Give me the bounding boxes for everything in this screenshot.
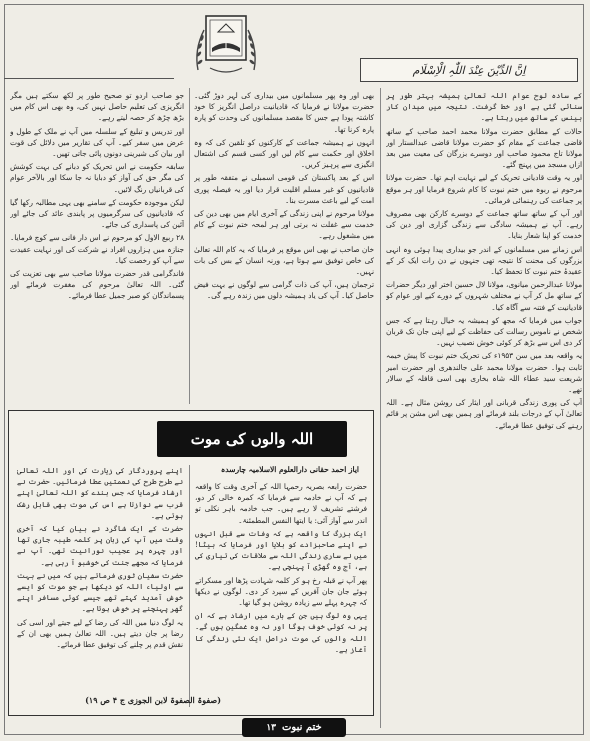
paragraph: اور یہ وقت قادیانی تحریک کے لیے نہایت اہم تھا۔ حضرت مولانا مرحوم نے ربوہ میں ختم نبوت کا کام شروع فرمایا اور ہر موقع پر جماعت کی رہنمائی فرمائی۔ [386, 173, 582, 205]
article-column-right [195, 481, 367, 709]
paragraph: مولانا عبدالرحمن میانوی، مولانا لال حسین اختر اور دیگر حضرات کے ساتھ مل کر آپ نے مختلف شہروں کے دورے کیے اور عوام کو قادیانیت کے فتنہ سے آگاہ کیا۔ [386, 280, 582, 312]
paragraph: آپ کی پوری زندگی قربانی اور ایثار کی روشن مثال ہے۔ اللہ تعالیٰ آپ کے درجات بلند فرمائے اور ہمیں بھی اس مشن پر قائم رہنے کی توفیق عطا فرمائے۔ [386, 398, 582, 430]
section-title: اِنَّ الدِّیْنَ عِنْدَ اللّٰہِ الْاِسْلَام [360, 58, 578, 82]
footer-logo [242, 718, 346, 737]
paragraph: اور آپ کے ساتھ ساتھ جماعت کے دوسرے کارکن بھی مصروف رہے۔ آپ نے ہمیشہ سادگی سے زندگی گزاری اور دین کی خدمت کو اپنا شعار بنایا۔ [386, 209, 582, 241]
paragraph: بھی اور وہ پھر مسلمانوں میں بیداری کی لہر دوڑ گئی۔ حضرت مولانا نے فرمایا کہ قادیانیت دراصل انگریز کا خود کاشتہ پودا ہے جس کا مقصد مسلمانوں کی وحدت کو پارہ پارہ کرنا تھا۔ [194, 91, 374, 134]
header-rule [4, 78, 174, 79]
column-left [10, 90, 184, 402]
paragraph: یہی وہ لوگ ہیں جن کے بارے میں ارشاد ہے کہ ان پر نہ کوئی خوف ہوگا اور نہ وہ غمگین ہوں گے۔ اللہ والوں کی موت دراصل ایک نئی زندگی کا آغاز ہے۔ [195, 611, 367, 654]
article-title: اللہ والوں کی موت [157, 421, 347, 457]
column-divider [189, 88, 190, 404]
paragraph: اس زمانے میں مسلمانوں کے اندر جو بیداری پیدا ہوئی وہ انہی بزرگوں کی محنت کا نتیجہ تھی جنہوں نے دن رات ایک کر کے عقیدۂ ختم نبوت کا تحفظ کیا۔ [386, 244, 582, 277]
paragraph: پھر آپ نے قبلہ رخ ہو کر کلمہ شہادت پڑھا اور مسکراتے ہوئے جان جان آفریں کے سپرد کر دی۔ لوگوں نے دیکھا کہ چہرہ پہلے سے زیادہ روشن ہو گیا تھا۔ [195, 575, 367, 608]
paragraph: اس کے بعد پاکستان کی قومی اسمبلی نے متفقہ طور پر قادیانیوں کو غیر مسلم اقلیت قرار دیا اور یہ فیصلہ پوری امت کے لیے باعث مسرت بنا۔ [194, 173, 374, 205]
page-number: ۱۳ [266, 722, 276, 733]
article-citation: (صفوۃ الصفوۃ لابن الجوزی ج ۴ ص ۱۹) [85, 695, 221, 705]
column-right [386, 90, 582, 730]
paragraph: اپنے پروردگار کی زیارت کی اور اللہ تعالیٰ نے طرح طرح کی نعمتیں عطا فرمائیں۔ حضرت نے ارشاد فرمایا کہ جس بندے کو اللہ تعالیٰ اپنے قرب سے نوازتا ہے اس کی موت بھی قابل رشک ہوتی ہے۔ [17, 466, 183, 520]
article-column-left [17, 465, 183, 691]
paragraph: کے سادہ لوح عوام اللہ تعالیٰ ہمیشہ بہتر طور پر سنائی گئی ہے اور خط گرفت۔ نتیجہ میں میدان کار بینس کے ساتھ میں رہتا ہے۔ [386, 91, 582, 123]
paragraph: فاندگرامی قدر حضرت مولانا صاحب سے بھی تعزیت کی گئی۔ اللہ تعالیٰ مرحوم کی مغفرت فرمائے اور پسماندگان کو صبر جمیل عطا فرمائے۔ [10, 269, 184, 301]
paragraph: انہوں نے ہمیشہ جماعت کے کارکنوں کو تلقین کی کہ وہ اخلاق اور حکمت سے کام لیں اور کسی قسم کی اشتعال انگیزی سے پرہیز کریں۔ [194, 137, 374, 170]
paragraph: ترجمان ہیں، آپ کی ذات گرامی سے لوگوں نے بہت فیض حاصل کیا۔ آپ کی یاد ہمیشہ دلوں میں زندہ رہے گی۔ [194, 280, 374, 301]
article-byline: ایاز احمد حقانی دارالعلوم الاسلامیہ چارسدہ [220, 465, 359, 474]
column-middle [194, 90, 374, 402]
article-box [8, 410, 374, 716]
paragraph: جو صاحب اردو تو صحیح طور پر لکھ سکتے ہیں مگر انگریزی کی تعلیم حاصل نہیں کی، وہ بھی اس کام میں بڑھ چڑھ کر حصہ لیتے رہے۔ [10, 91, 184, 123]
paragraph: سابقہ حکومت نے اس تحریک کو دبانے کی بہت کوشش کی مگر حق کی آواز کو دبایا نہ جا سکا اور بالآخر عوام کی قربانیاں رنگ لائیں۔ [10, 162, 184, 194]
column-divider [189, 465, 190, 707]
paragraph: حضرت کے ایک شاگرد نے بیان کیا کہ آخری وقت میں آپ کی زبان پر کلمہ طیبہ جاری تھا اور چہرہ پر عجیب نورانیت تھی۔ آپ نے فرمایا کہ مجھے جنت کی خوشبو آ رہی ہے۔ [17, 524, 183, 567]
column-divider [380, 88, 381, 728]
paragraph: حالات کے مطابق حضرت مولانا محمد احمد صاحب کے ساتھ قاضی جماعت کے مقام کو حضرت مولانا قاضی عبدالستار اور مولانا تاج محمود صاحب اور دوسرے بزرگان کی معیت میں بعد ازاں مسجد میں پہنچ گئے۔ [386, 126, 582, 170]
paragraph: خان صاحب نے بھی اس موقع پر فرمایا کہ یہ کام اللہ تعالیٰ کی خاص توفیق سے ہوتا ہے، ورنہ انسان کے بس کی بات نہیں۔ [194, 244, 374, 277]
paragraph: یہ لوگ دنیا میں اللہ کی رضا کے لیے جیتے اور اسی کی رضا پر جان دیتے ہیں۔ اللہ تعالیٰ ہمیں بھی ان کے نقش قدم پر چلنے کی توفیق عطا فرمائے۔ [17, 617, 183, 650]
paragraph: حضرت رابعہ بصریہ رحمہا اللہ کے آخری وقت کا واقعہ ہے کہ آپ نے خادمہ سے فرمایا کہ کمرہ خالی کر دو، فرشتے تشریف لا رہے ہیں۔ جب خادمہ باہر نکلی تو اندر سے آواز آئی: یا ایتھا النفس المطمئنۃ۔ [195, 482, 367, 525]
paragraph: ایک بزرگ کا واقعہ ہے کہ وفات سے قبل انہوں نے اپنے صاحبزادے کو بلایا اور فرمایا کہ بیٹا! میں نے ساری زندگی اللہ سے ملاقات کی تیاری کی ہے، آج وہ گھڑی آ پہنچی ہے۔ [195, 528, 367, 572]
paragraph: لیکن موجودہ حکومت کے سامنے بھی یہی مطالبہ رکھا گیا کہ قادیانیوں کی سرگرمیوں پر پابندی عائد کی جائے اور آئین کی پاسداری کی جائے۔ [10, 197, 184, 230]
open-quran-emblem-icon [190, 10, 262, 78]
paragraph: حضرت سفیان ثوری فرماتے ہیں کہ میں نے بہت سے اولیاء اللہ کو دیکھا ہے جو موت کو ایسے خوش آمدید کہتے تھے جیسے کوئی مسافر اپنے گھر پہنچنے پر خوش ہوتا ہے۔ [17, 570, 183, 614]
paragraph: اور تدریس و تبلیغ کے سلسلہ میں آپ نے ملک کے طول و عرض میں سفر کیے۔ آپ کی تقاریر میں دلائل کی قوت اور بیان کی شیرینی دونوں پائی جاتی تھیں۔ [10, 126, 184, 159]
paragraph: ۲۸ ربیع الاول کو مرحوم نے اس دار فانی سے کوچ فرمایا۔ جنازہ میں ہزاروں افراد نے شرکت کی اور نہایت عقیدت سے آپ کو رخصت کیا۔ [10, 233, 184, 265]
paragraph: یہ واقعہ بعد میں سن ۱۹۵۳ء کی تحریک ختم نبوت کا پیش خیمہ ثابت ہوا۔ حضرت مولانا محمد علی جالندھری اور حضرت امیر شریعت سید عطاء اللہ شاہ بخاری بھی اسی قافلہ کے سالار تھے۔ [386, 351, 582, 395]
footer-logo-text: ختم نبوت [281, 722, 322, 733]
paragraph: مولانا مرحوم نے اپنی زندگی کے آخری ایام میں بھی دین کی خدمت سے غفلت نہ برتی اور ہر لمحہ ختم نبوت کے کام میں مشغول رہے۔ [194, 209, 374, 241]
paragraph: جواب میں فرمایا کہ مجھ کو ہمیشہ یہ خیال رہتا ہے کہ جس شخص نے ناموس رسالت کی حفاظت کے لیے اپنی جان تک قربان کر دی اس سے بڑھ کر کوئی خوش نصیب نہیں۔ [386, 315, 582, 348]
